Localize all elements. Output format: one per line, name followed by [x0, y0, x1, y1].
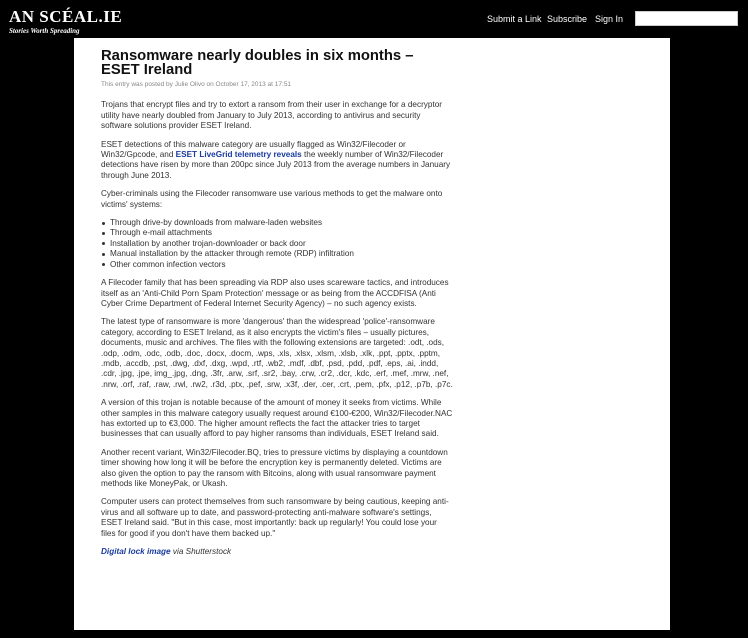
nav-sign-in[interactable]: Sign In [595, 14, 624, 24]
article [101, 49, 453, 565]
paragraph: Another recent variant, Win32/Filecoder.BQ, tries to pressure victims by displaying a countdown timer showing how long it will be before the encryption key is permanently deleted. Victims are also given the option to pay the ransom with Bitcoins, along with usual ransomware payment methods like MoneyPak, or Ukash. [101, 447, 448, 488]
paragraph: A Filecoder family that has been spreading via RDP also uses scareware tactics, and introduces itself as an 'Anti-Child Porn Spam Protection' message or as being from the ACCDFISA (Anti Cyber Crime Department of Federal Internet Security Agency) – no such agency exists. [101, 278, 449, 308]
image-credit-suffix: via Shutterstock [170, 547, 232, 557]
list-item: Other common infection vectors [110, 260, 453, 270]
list-item: Through e-mail attachments [110, 228, 453, 238]
search-input[interactable] [635, 11, 738, 26]
site-tagline: Stories Worth Spreading [9, 27, 80, 35]
paragraph: Cyber-criminals using the Filecoder ransomware use various methods to get the malware onto victims' systems: [101, 189, 443, 209]
content-panel [74, 38, 670, 630]
paragraph [101, 140, 453, 182]
paragraph: The latest type of ransomware is more 'dangerous' than the widespread 'police'-ransomware category, according to ESET Ireland, as it also encrypts the victim's files – usually pictures, documents, music and archives. The files with the following extensions are targeted: .odt, .ods, .odp, .odm, .odc, .odb, .doc, .docx, .docm, .wps, .xls, .xlsx, .xlsm, .xlsb, .xlk, .ppt, .pptx, .pptm, .mdb, .accdb, .pst, .dwg, .dxf, .dxg, .wpd, .rtf, .wb2, .mdf, .dbf, .psd, .pdd, .pdf, .eps, .ai, .indd, .cdr, .jpg, .jpe, img_.jpg, .dng, .3fr, .arw, .srf, .sr2, .bay, .crw, .cr2, .dcr, .kdc, .erf, .mef, .mrw, .nef, .nrw, .orf, .raf, .raw, .rwl, .rw2, .r3d, .ptx, .pef, .srw, .x3f, .der, .cer, .crt, .pem, .pfx, .p12, .p7b, .p7c. [101, 317, 453, 389]
paragraph: Trojans that encrypt files and try to extort a ransom from their user in exchange for a decryptor utility have nearly doubled from January to July 2013, according to antivirus and security software solutions provider ESET Ireland. [101, 100, 442, 131]
site-logo[interactable]: AN SCÉAL.IE [9, 7, 123, 26]
nav-subscribe[interactable]: Subscribe [547, 14, 588, 24]
nav-submit-link[interactable]: Submit a Link [487, 14, 542, 24]
infection-methods-list [101, 218, 453, 270]
image-credit-link[interactable]: Digital lock image [101, 547, 171, 557]
paragraph-text: ESET detections of this malware category are usually flagged as Win32/Filecoder or Win32/Gpcode, and [101, 139, 406, 160]
site-header [0, 0, 748, 40]
image-credit [101, 547, 453, 557]
article-meta: This entry was posted by Julie Olivo on October 17, 2013 at 17:51 [101, 81, 292, 88]
telemetry-link[interactable]: ESET LiveGrid telemetry reveals [175, 150, 302, 160]
list-item: Manual installation by the attacker through remote (RDP) infiltration [110, 249, 453, 259]
paragraph: A version of this trojan is notable because of the amount of money it seeks from victims. While other samples in this malware category usually request around €100-€200, Win32/Filecoder.NAC has extorted up to €3,000. The higher amount reflects the fact the attacker tries to target businesses that can usually afford to pay higher ransoms than individuals, ESET Ireland said. [101, 398, 453, 439]
list-item: Through drive-by downloads from malware-laden websites [110, 218, 453, 228]
list-item: Installation by another trojan-downloader or back door [110, 239, 453, 249]
paragraph: Computer users can protect themselves from such ransomware by being cautious, keeping anti-virus and all software up to date, and password-protecting anti-malware software's settings, ESET Ireland said. "But in this case, most importantly: back up regularly! You could lose your files for good if you don't have them backed up." [101, 497, 449, 538]
article-title[interactable]: Ransomware nearly doubles in six months – ESET Ireland [101, 48, 414, 78]
paragraph-text: the weekly number of Win32/Filecoder detections have risen by more than 200pc since July 2013 from the average numbers in January through June 2013. [101, 150, 451, 180]
